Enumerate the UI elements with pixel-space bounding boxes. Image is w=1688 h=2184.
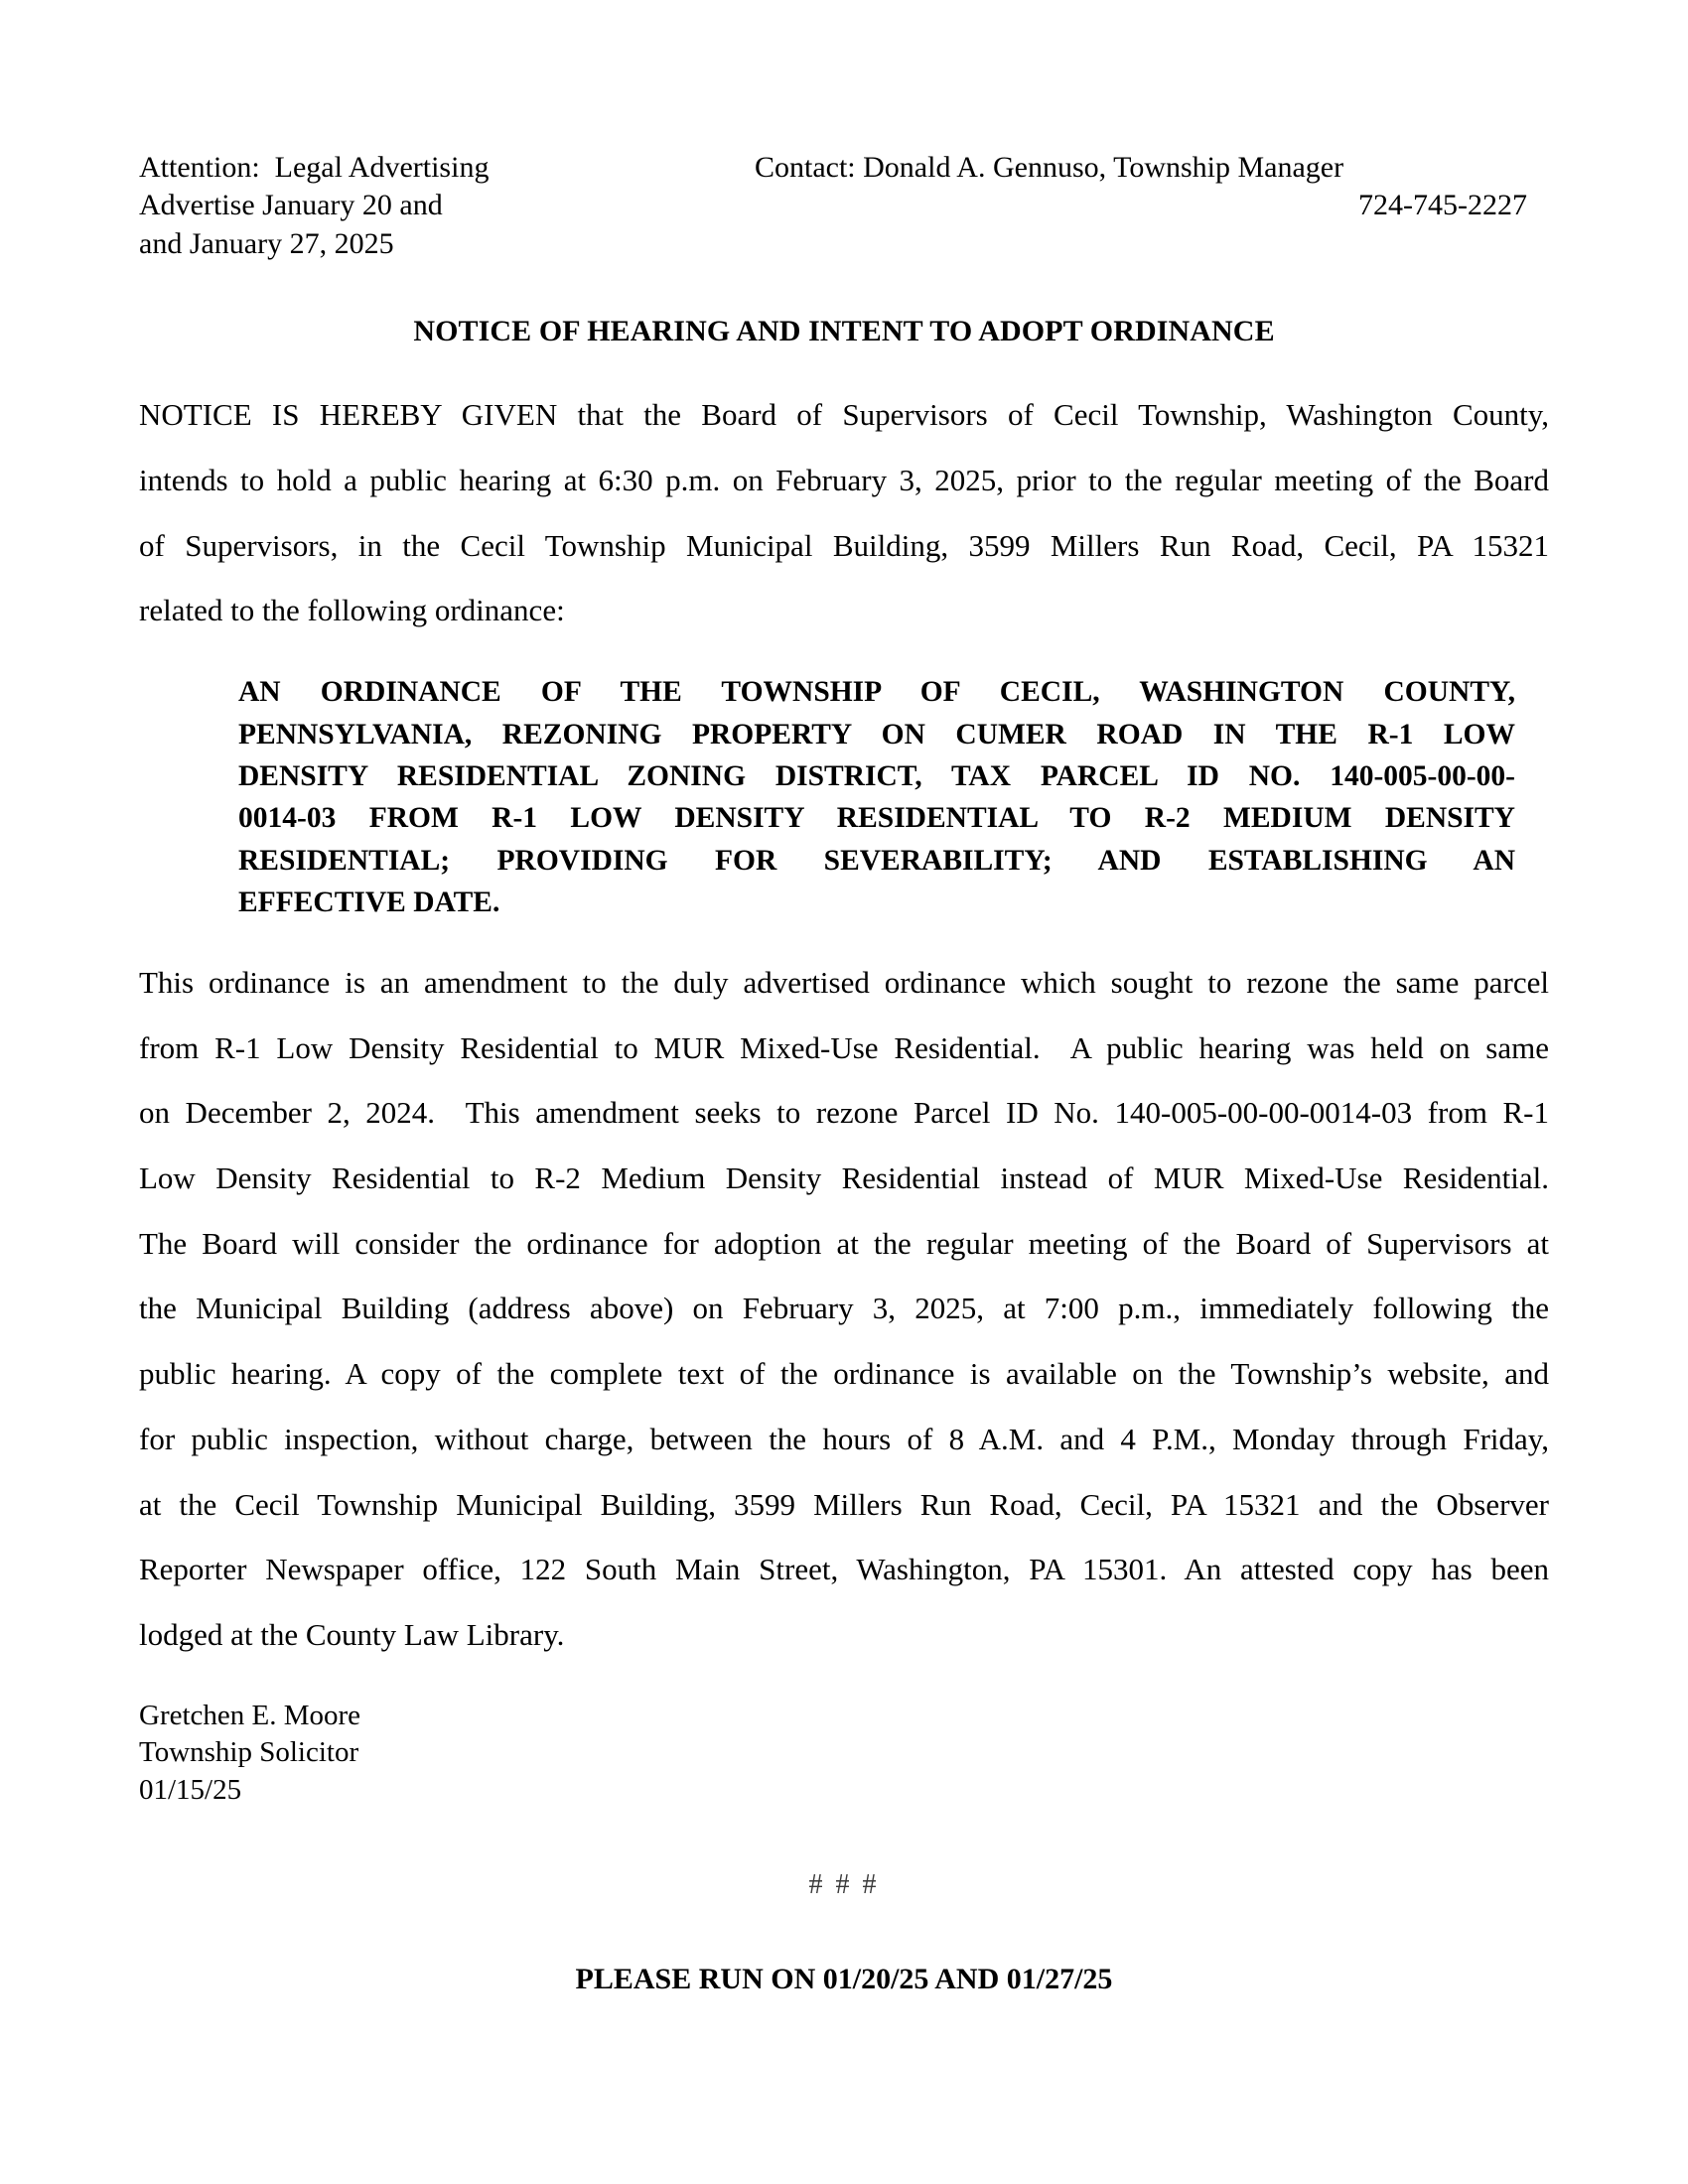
text-line: lodged at the County Law Library. xyxy=(139,1617,565,1653)
text-line: Reporter Newspaper office, 122 South Main Street, Washington, PA 15301. An attested copy has been xyxy=(139,1552,1549,1587)
page-title: NOTICE OF HEARING AND INTENT TO ADOPT ORDINANCE xyxy=(413,315,1275,348)
contact-phone: 724-745-2227 xyxy=(1358,189,1527,222)
text-line: AN ORDINANCE OF THE TOWNSHIP OF CECIL, WASHINGTON COUNTY, xyxy=(238,676,1515,709)
text-line: PENNSYLVANIA, REZONING PROPERTY ON CUMER ROAD IN THE R-1 LOW xyxy=(238,718,1515,751)
text-line: public hearing. A copy of the complete text of the ordinance is available on the Township’s website, and xyxy=(139,1356,1549,1392)
attention-label: Attention: Legal Advertising xyxy=(139,151,490,184)
document-sheet xyxy=(139,149,1549,1996)
signature-block xyxy=(139,1698,1549,1810)
header-row-3 xyxy=(139,225,1549,263)
text-line: NOTICE IS HEREBY GIVEN that the Board of Supervisors of Cecil Township, Washington County, xyxy=(139,397,1549,433)
solicitor-role: Township Solicitor xyxy=(139,1736,359,1769)
text-line: at the Cecil Township Municipal Building, 3599 Millers Run Road, Cecil, PA 15321 and the Observer xyxy=(139,1486,1549,1522)
text-line: EFFECTIVE DATE. xyxy=(238,887,500,919)
text-line: The Board will consider the ordinance for adoption at the regular meeting of the Board of Supervisors at xyxy=(139,1225,1549,1261)
run-instruction: PLEASE RUN ON 01/20/25 AND 01/27/25 xyxy=(575,1962,1113,1995)
signature-date: 01/15/25 xyxy=(139,1774,242,1807)
advertise-date-line-1: Advertise January 20 and xyxy=(139,189,443,222)
header-row-2 xyxy=(139,187,1549,224)
text-line: This ordinance is an amendment to the duly advertised ordinance which sought to rezone the same parcel xyxy=(139,964,1549,1000)
text-line: the Municipal Building (address above) on February 3, 2025, at 7:00 p.m., immediately following the xyxy=(139,1291,1549,1326)
header-block xyxy=(139,149,1549,263)
text-line: from R-1 Low Density Residential to MUR Mixed-Use Residential. A public hearing was held on same xyxy=(139,1029,1549,1065)
end-mark: # # # xyxy=(808,1868,880,1900)
notice-paragraph xyxy=(139,382,1549,643)
text-line: intends to hold a public hearing at 6:30 p.m. on February 3, 2025, prior to the regular meeting of the Board xyxy=(139,462,1549,497)
ordinance-title-block xyxy=(139,671,1549,924)
text-line: related to the following ordinance: xyxy=(139,593,565,628)
solicitor-name: Gretchen E. Moore xyxy=(139,1699,361,1731)
amendment-paragraph xyxy=(139,950,1549,1668)
contact-label: Contact: Donald A. Gennuso, Township Manager xyxy=(755,151,1344,184)
text-line: RESIDENTIAL; PROVIDING FOR SEVERABILITY; AND ESTABLISHING AN xyxy=(238,844,1515,877)
text-line: 0014-03 FROM R-1 LOW DENSITY RESIDENTIAL TO R-2 MEDIUM DENSITY xyxy=(238,802,1515,835)
advertise-date-line-2: and January 27, 2025 xyxy=(139,226,394,260)
text-line: of Supervisors, in the Cecil Township Municipal Building, 3599 Millers Run Road, Cecil, PA 15321 xyxy=(139,527,1549,563)
text-line: for public inspection, without charge, between the hours of 8 A.M. and 4 P.M., Monday through Friday, xyxy=(139,1421,1549,1456)
text-line: on December 2, 2024. This amendment seeks to rezone Parcel ID No. 140-005-00-00-0014-03 from R-1 xyxy=(139,1095,1549,1131)
text-line: DENSITY RESIDENTIAL ZONING DISTRICT, TAX PARCEL ID NO. 140-005-00-00- xyxy=(238,759,1515,792)
header-row-1 xyxy=(139,149,1549,187)
text-line: Low Density Residential to R-2 Medium Density Residential instead of MUR Mixed-Use Residential. xyxy=(139,1160,1549,1196)
